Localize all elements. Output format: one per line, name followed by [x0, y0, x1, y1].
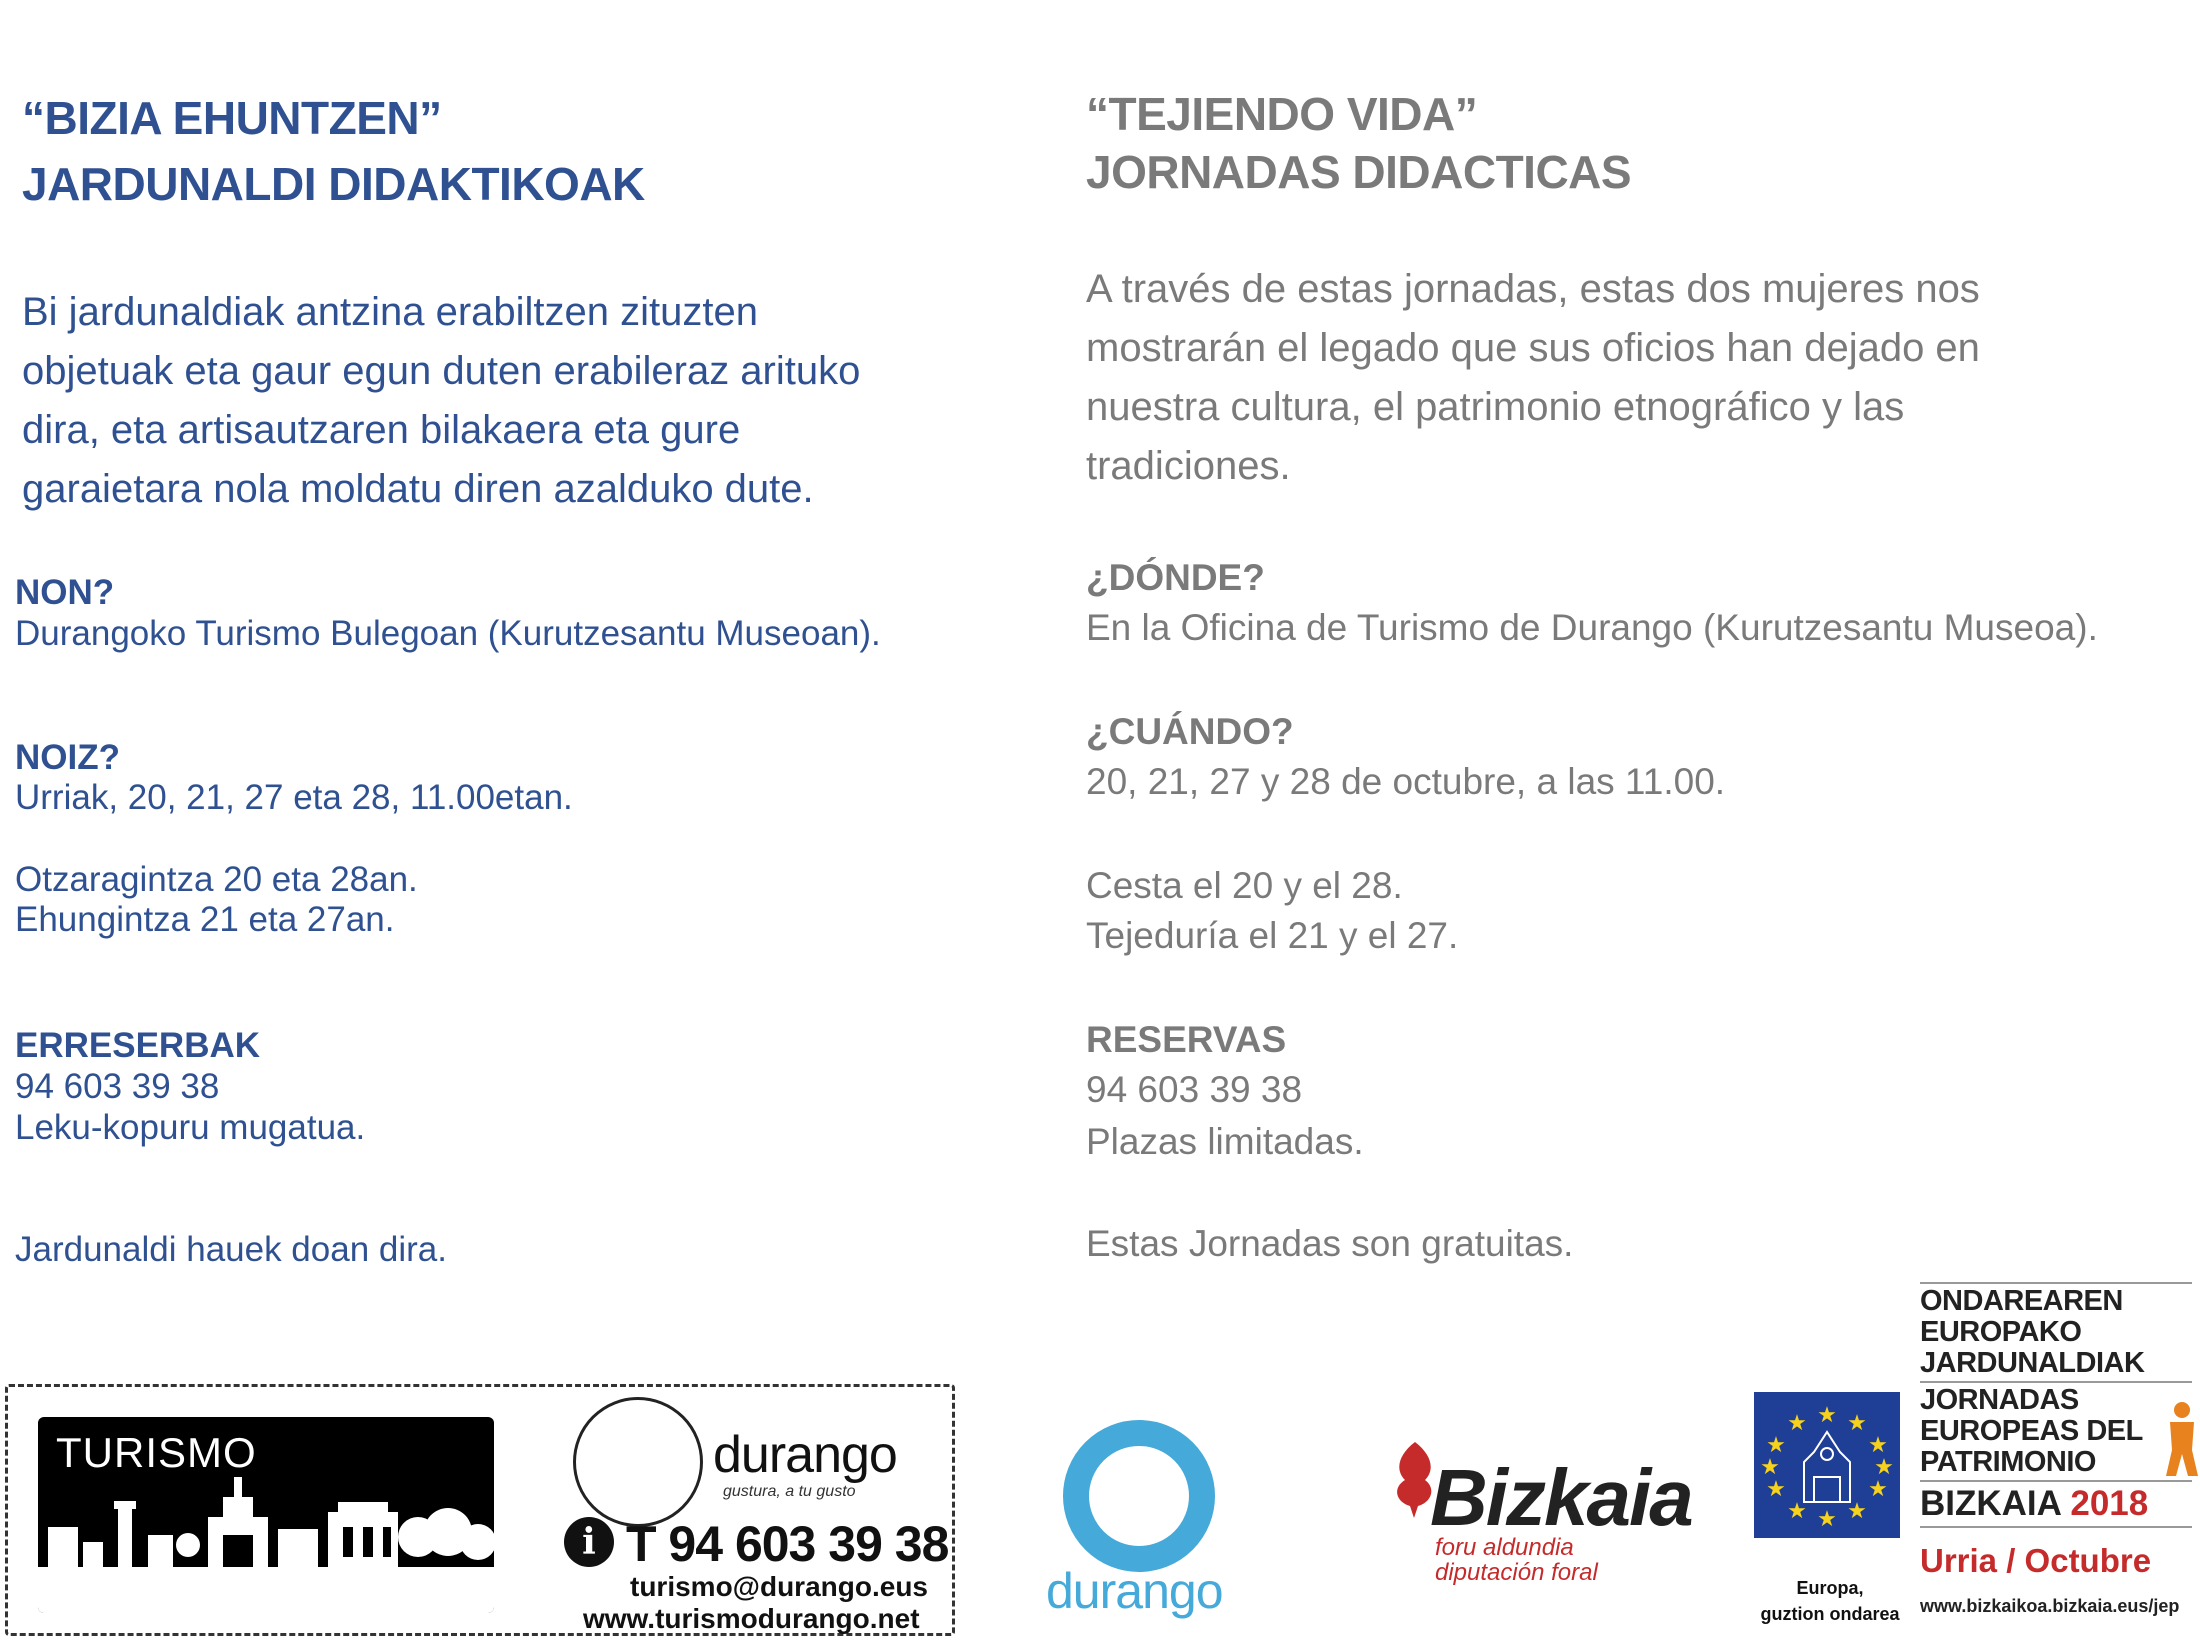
- bizkaia-logo: Bizkaia: [1430, 1453, 1692, 1542]
- ehd-line: EUROPAKO: [1920, 1316, 2082, 1348]
- svg-text:★: ★: [1868, 1433, 1888, 1458]
- left-intro-line: garaietara nola moldatu diren azalduko dute.: [22, 467, 814, 511]
- divider: [1920, 1480, 2192, 1482]
- ehd-line: ONDAREAREN: [1920, 1285, 2123, 1317]
- right-intro: [1086, 260, 1980, 496]
- jep-url[interactable]: www.bizkaikoa.bizkaia.eus/jep: [1920, 1596, 2180, 1616]
- eu-caption-line: guztion ondarea: [1760, 1604, 1900, 1624]
- town-silhouette-icon: [38, 1417, 494, 1613]
- jep-line: EUROPEAS DEL: [1920, 1415, 2143, 1447]
- svg-text:★: ★: [1787, 1411, 1807, 1436]
- eu-caption-line: Europa,: [1796, 1578, 1864, 1598]
- left-where-text: Durangoko Turismo Bulegoan (Kurutzesantu Museoan).: [15, 614, 881, 653]
- left-intro: [22, 283, 860, 519]
- svg-text:★: ★: [1766, 1477, 1786, 1502]
- eu-flag-icon: [1754, 1392, 1900, 1538]
- left-intro-line: Bi jardunaldiak antzina erabiltzen zituzten: [22, 290, 758, 334]
- bizkaia-year-line: [1920, 1484, 2192, 1524]
- eu-caption: [1740, 1575, 1920, 1627]
- right-when-heading: ¿CUÁNDO?: [1086, 711, 1294, 752]
- left-when-heading: NOIZ?: [15, 738, 120, 777]
- left-free-note: Jardunaldi hauek doan dira.: [15, 1230, 447, 1269]
- svg-text:★: ★: [1766, 1433, 1786, 1458]
- jep-line: PATRIMONIO: [1920, 1446, 2096, 1478]
- left-when-text: Urriak, 20, 21, 27 eta 28, 11.00etan.: [15, 778, 573, 817]
- jep-line: JORNADAS: [1920, 1384, 2079, 1416]
- right-intro-line: tradiciones.: [1086, 444, 1291, 488]
- tourism-website[interactable]: www.turismodurango.net: [583, 1603, 920, 1634]
- right-where-text: En la Oficina de Turismo de Durango (Kurutzesantu Museoa).: [1086, 607, 2098, 648]
- svg-text:★: ★: [1847, 1411, 1867, 1436]
- left-title-line1: “BIZIA EHUNTZEN”: [22, 92, 442, 144]
- right-craft-2: Tejeduría el 21 y el 27.: [1086, 915, 1459, 956]
- svg-text:★: ★: [1760, 1455, 1780, 1480]
- divider: [1920, 1282, 2192, 1284]
- tourism-office-box: [5, 1384, 955, 1636]
- right-free-note: Estas Jornadas son gratuitas.: [1086, 1223, 1574, 1264]
- durango-slogan: gustura, a tu gusto: [723, 1483, 856, 1500]
- turismo-label: TURISMO: [56, 1429, 257, 1476]
- bizkaia-label: BIZKAIA: [1920, 1484, 2061, 1523]
- svg-text:★: ★: [1847, 1499, 1867, 1524]
- right-craft-1: Cesta el 20 y el 28.: [1086, 865, 1403, 906]
- durango-logo-small: durango: [713, 1426, 897, 1484]
- right-reservations-phone: 94 603 39 38: [1086, 1069, 1303, 1110]
- bizkaia-subtitle: [1435, 1535, 1598, 1585]
- right-intro-line: mostrarán el legado que sus oficios han dejado en: [1086, 326, 1980, 370]
- right-where-heading: ¿DÓNDE?: [1086, 557, 1265, 598]
- left-reservations-note: Leku-kopuru mugatua.: [15, 1108, 366, 1147]
- right-title-line1: “TEJIENDO VIDA”: [1086, 88, 1478, 140]
- bizkaia-sub-line: diputación foral: [1435, 1559, 1598, 1586]
- figure-icon: [2162, 1400, 2200, 1480]
- bizkaia-sub-line: foru aldundia: [1435, 1534, 1574, 1561]
- divider: [1920, 1526, 2192, 1528]
- divider: [1920, 1381, 2192, 1383]
- turismo-card: [38, 1417, 494, 1613]
- left-intro-line: dira, eta artisautzaren bilakaera eta gure: [22, 408, 741, 452]
- svg-text:★: ★: [1868, 1477, 1888, 1502]
- right-reservations-heading: RESERVAS: [1086, 1019, 1287, 1060]
- year: 2018: [2070, 1484, 2149, 1523]
- svg-text:★: ★: [1787, 1499, 1807, 1524]
- left-craft-2: Ehungintza 21 eta 27an.: [15, 900, 395, 939]
- left-intro-line: objetuak eta gaur egun duten erabileraz arituko: [22, 349, 861, 393]
- left-craft-1: Otzaragintza 20 eta 28an.: [15, 860, 418, 899]
- left-where-heading: NON?: [15, 573, 115, 612]
- right-title-line2: JORNADAS DIDACTICAS: [1086, 146, 1632, 198]
- left-reservations-phone: 94 603 39 38: [15, 1067, 220, 1106]
- heritage-days-logo: [1920, 1280, 2192, 1617]
- info-icon: i: [564, 1517, 614, 1567]
- left-title-line2: JARDUNALDI DIDAKTIKOAK: [22, 158, 645, 210]
- right-reservations-note: Plazas limitadas.: [1086, 1121, 1364, 1162]
- ehd-line: JARDUNALDIAK: [1920, 1347, 2145, 1379]
- svg-text:★: ★: [1817, 1403, 1837, 1428]
- left-reservations-heading: ERRESERBAK: [15, 1026, 261, 1065]
- durango-logo: durango: [1046, 1563, 1223, 1619]
- durango-ring-small-icon: [573, 1397, 703, 1527]
- right-intro-line: A través de estas jornadas, estas dos mujeres nos: [1086, 267, 1980, 311]
- tourism-phone: T 94 603 39 38: [626, 1516, 949, 1572]
- durango-ring-icon: [1063, 1420, 1215, 1572]
- tourism-email[interactable]: turismo@durango.eus: [630, 1571, 928, 1602]
- month-label: Urria / Octubre: [1920, 1542, 2152, 1579]
- svg-text:★: ★: [1874, 1455, 1894, 1480]
- svg-text:★: ★: [1817, 1507, 1837, 1532]
- right-intro-line: nuestra cultura, el patrimonio etnográfico y las: [1086, 385, 1905, 429]
- right-when-text: 20, 21, 27 y 28 de octubre, a las 11.00.: [1086, 761, 1726, 802]
